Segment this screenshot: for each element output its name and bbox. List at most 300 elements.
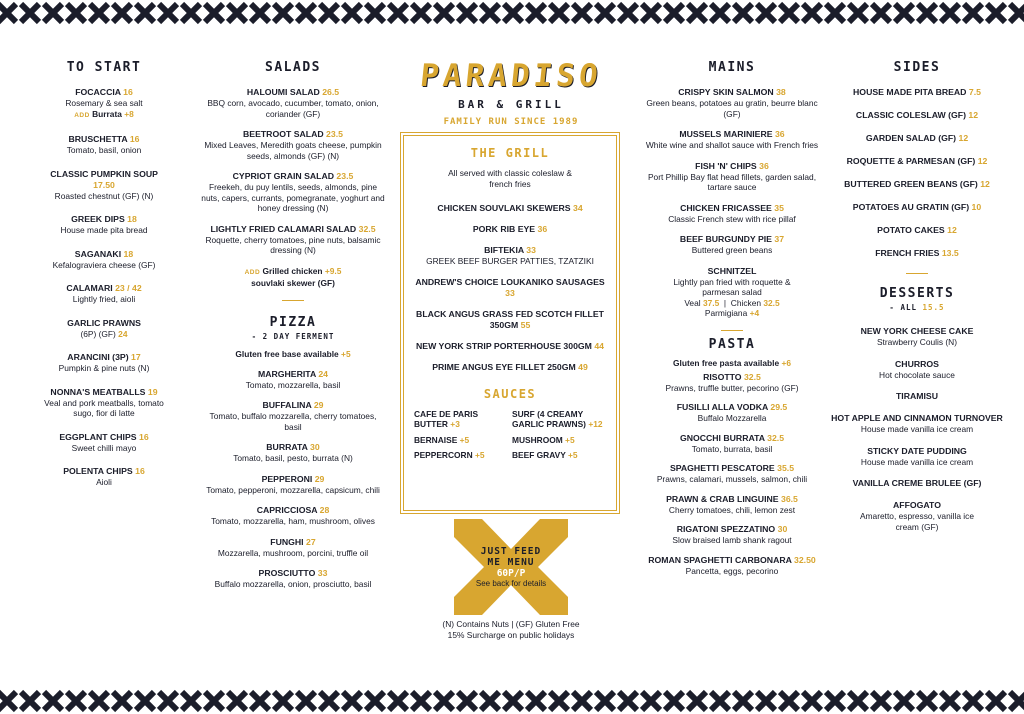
item-desc	[414, 256, 606, 267]
sides-list	[826, 87, 1008, 259]
start-item	[40, 352, 168, 374]
sauce-item	[414, 450, 508, 461]
x-mark	[665, 692, 683, 710]
schnitzel-item	[640, 266, 824, 319]
sauce-item	[512, 409, 606, 430]
item-desc	[200, 235, 386, 256]
main-item	[640, 203, 824, 225]
x-mark	[918, 4, 936, 22]
x-mark	[435, 4, 453, 22]
item-desc-text: Tomato, mozzarella, ham, mushroom, olives	[211, 516, 375, 526]
schnitzel-options	[640, 298, 824, 309]
x-mark	[596, 4, 614, 22]
item-price: 38	[776, 87, 786, 97]
item-desc	[40, 225, 168, 236]
item-price: 16	[138, 431, 149, 442]
item-title: FRENCH FRIES	[875, 248, 940, 258]
item-price: 10	[971, 202, 982, 212]
main-item	[640, 234, 824, 256]
item-title: GARDEN SALAD (GF)	[865, 133, 957, 143]
sauce-name: PEPPERCORN	[414, 450, 473, 460]
item-desc	[826, 457, 1008, 468]
since-line: FAMILY RUN SINCE 1989	[443, 117, 579, 127]
item-title: NEW YORK STRIP PORTERHOUSE 300GM	[416, 340, 592, 351]
sauce-name: MUSHROOM	[512, 434, 563, 445]
x-mark	[550, 4, 568, 22]
item-desc-text: Freekeh, du puy lentils, seeds, almonds, pine nuts, capers, currants, pomegranate, yoghurt and honey dressing (N)	[201, 182, 385, 213]
item-price: 29	[314, 473, 325, 484]
item-desc-text: Classic French stew with rice pillaf	[668, 213, 796, 224]
item-title: BEETROOT SALAD	[243, 129, 324, 139]
salad-item	[200, 224, 386, 256]
x-mark	[136, 4, 154, 22]
x-mark	[458, 4, 476, 22]
item-desc	[826, 370, 1008, 381]
to-start-title: TO START	[66, 60, 142, 75]
top-border-pattern	[0, 0, 1024, 26]
pizza-item	[200, 369, 386, 391]
item-title: CRISPY SKIN SALMON	[678, 87, 774, 97]
pizza-gf-text: Gluten free base available	[235, 348, 339, 359]
item-name	[640, 463, 824, 474]
pasta-item	[640, 524, 824, 546]
salads-list	[200, 87, 386, 256]
item-desc	[40, 329, 168, 340]
item-desc-text: Roasted chestnut (GF) (N)	[54, 190, 154, 201]
addon-tag: ADD	[74, 111, 90, 119]
item-price: 44	[594, 340, 604, 351]
to-start-column	[40, 60, 168, 501]
x-mark	[596, 692, 614, 710]
x-mark	[136, 692, 154, 710]
item-price: 30	[777, 524, 788, 534]
item-title: CLASSIC PUMPKIN SOUP	[50, 168, 158, 179]
item-title: CYPRIOT GRAIN SALAD	[232, 171, 334, 181]
side-item	[826, 225, 1008, 236]
item-name	[826, 413, 1008, 424]
item-title: GNOCCHI BURRATA	[679, 432, 765, 443]
item-name	[200, 224, 386, 235]
pasta-list	[640, 372, 824, 577]
x-pattern-top	[0, 0, 1024, 26]
addon-name: Grilled chicken	[262, 265, 323, 276]
item-desc	[200, 98, 386, 119]
sauce-price: +5	[459, 434, 470, 445]
item-title: BUFFALINA	[262, 400, 312, 410]
item-name	[414, 245, 606, 256]
item-title: SPAGHETTI PESCATORE	[669, 463, 775, 473]
sauce-item	[414, 409, 508, 430]
item-name	[826, 202, 1008, 213]
item-desc	[200, 182, 386, 214]
item-price: 16	[129, 134, 140, 144]
item-price: 16	[135, 466, 145, 476]
grill-item	[414, 245, 606, 267]
item-price: 35	[774, 202, 784, 213]
item-price: 30	[310, 442, 320, 452]
x-mark	[481, 692, 499, 710]
item-price: 36	[774, 129, 785, 139]
x-mark	[205, 4, 223, 22]
item-title: TIRAMISU	[896, 391, 938, 401]
item-title: CHICKEN FRICASSEE	[680, 202, 772, 213]
item-name	[40, 87, 168, 98]
x-mark	[688, 4, 706, 22]
item-price: 36	[759, 160, 769, 171]
x-mark	[642, 4, 660, 22]
item-desc	[640, 535, 824, 546]
pizza-gf-price: +5	[341, 348, 351, 359]
x-mark	[872, 692, 890, 710]
item-price: 18	[123, 248, 134, 259]
pizza-item	[200, 537, 386, 559]
item-name	[200, 442, 386, 453]
pasta-item	[640, 372, 824, 394]
x-mark	[826, 4, 844, 22]
item-name	[640, 524, 824, 535]
x-mark	[987, 692, 1005, 710]
x-mark	[228, 692, 246, 710]
x-mark	[113, 692, 131, 710]
feed-me-badge	[454, 519, 568, 615]
item-price: 7.5	[968, 87, 981, 97]
x-mark	[389, 4, 407, 22]
item-title: MARGHERITA	[257, 368, 316, 379]
addon-price: +8	[124, 108, 134, 119]
desserts-all-price	[826, 303, 1008, 312]
x-mark	[527, 692, 545, 710]
sauce-price: +5	[565, 434, 575, 445]
main-item	[640, 161, 824, 193]
x-mark	[435, 692, 453, 710]
pasta-item	[640, 494, 824, 516]
item-name	[826, 156, 1008, 167]
item-name	[40, 318, 168, 329]
x-mark	[320, 4, 338, 22]
pizza-title: PIZZA	[269, 314, 317, 330]
item-name	[640, 203, 824, 214]
item-desc-text: Strawberry Coulis (N)	[876, 337, 958, 347]
item-name	[640, 87, 824, 98]
item-title: BEEF BURGUNDY PIE	[679, 234, 772, 244]
x-mark	[0, 4, 16, 22]
x-mark	[389, 692, 407, 710]
start-item	[40, 169, 168, 202]
item-desc	[200, 579, 386, 590]
grill-item	[414, 203, 606, 214]
item-name	[826, 87, 1008, 98]
item-name	[200, 568, 386, 579]
item-desc-text: Sweet chilli mayo	[71, 442, 137, 453]
item-desc	[40, 260, 168, 271]
pasta-gf-price: +6	[781, 357, 792, 368]
center-column	[402, 58, 620, 640]
salads-pizza-column	[200, 60, 386, 600]
item-desc	[40, 443, 168, 454]
side-item	[826, 248, 1008, 259]
item-desc	[640, 140, 824, 151]
item-title: AFFOGATO	[893, 500, 941, 510]
item-price: 36	[537, 224, 548, 234]
item-name	[414, 341, 606, 352]
x-mark	[159, 4, 177, 22]
item-name	[640, 161, 824, 172]
item-name	[826, 446, 1008, 457]
salad-item	[200, 87, 386, 119]
x-mark	[251, 692, 269, 710]
item-title: FUSILLI ALLA VODKA	[676, 402, 768, 412]
salad-item	[200, 129, 386, 161]
pizza-list	[200, 369, 386, 590]
feed-me-text	[454, 546, 568, 588]
pizza-item	[200, 568, 386, 590]
item-title: GARLIC PRAWNS	[67, 317, 141, 328]
item-price: 23 / 42	[115, 283, 142, 293]
item-desc	[640, 98, 824, 119]
pizza-ferment: - 2 DAY FERMENT	[251, 331, 335, 341]
item-title: BUTTERED GREEN BEANS (GF)	[844, 179, 978, 189]
item-price: 23.5	[326, 129, 343, 139]
item-desc-text: Roquette, cherry tomatoes, pine nuts, balsamic dressing (N)	[205, 234, 381, 255]
sauce-price: +5	[568, 450, 578, 460]
item-price: 28	[319, 505, 330, 515]
item-name	[826, 359, 1008, 370]
bottom-border-pattern	[0, 688, 1024, 714]
item-desc-text: Cherry tomatoes, chili, lemon zest	[668, 504, 796, 515]
item-name	[640, 433, 824, 444]
item-name	[414, 277, 606, 299]
item-desc	[640, 245, 824, 256]
item-name	[826, 391, 1008, 402]
side-item	[826, 87, 1008, 98]
item-desc-text: Tomato, buffalo mozzarella, cherry tomatoes, basil	[209, 411, 377, 432]
x-mark	[849, 4, 867, 22]
item-name	[826, 248, 1008, 259]
item-name	[200, 400, 386, 411]
grill-box	[403, 135, 617, 511]
dessert-item	[826, 500, 1008, 532]
x-mark	[228, 4, 246, 22]
parmigiana-label: Parmigiana	[704, 308, 748, 318]
x-mark	[412, 4, 430, 22]
item-title: CLASSIC COLESLAW (GF)	[855, 110, 966, 120]
sauce-price: +3	[450, 419, 460, 429]
x-mark	[964, 692, 982, 710]
start-item	[40, 134, 168, 156]
dessert-item	[826, 413, 1008, 435]
pasta-item	[640, 555, 824, 577]
x-mark	[504, 692, 522, 710]
side-item	[826, 202, 1008, 213]
x-mark	[573, 692, 591, 710]
item-name	[40, 432, 168, 443]
item-title: MUSSELS MARINIERE	[679, 129, 773, 139]
item-desc-text: Tomato, basil, onion	[66, 145, 142, 155]
item-desc-text: Port Phillip Bay flat head fillets, garden salad, tartare sauce	[647, 171, 817, 192]
item-name	[826, 478, 1008, 489]
item-price: 24	[318, 368, 328, 379]
addon-tag: ADD	[244, 268, 261, 276]
item-price: 36.5	[780, 493, 798, 504]
item-price: 32.5	[743, 371, 761, 382]
veal-label: Veal	[684, 297, 701, 308]
legend	[402, 619, 620, 640]
item-title: FISH 'N' CHIPS	[695, 160, 757, 171]
sauce-price: +5	[474, 450, 485, 460]
item-name	[640, 402, 824, 413]
item-title: GREEK DIPS	[71, 214, 125, 224]
item-desc	[200, 380, 386, 391]
x-mark	[734, 4, 752, 22]
pizza-item	[200, 400, 386, 432]
grill-item	[414, 341, 606, 352]
x-mark	[1010, 692, 1024, 710]
item-name	[40, 214, 168, 225]
grill-item	[414, 362, 606, 373]
item-desc-text: (6P) (GF)	[80, 328, 116, 339]
x-mark	[90, 692, 108, 710]
item-price: 29.5	[770, 402, 788, 412]
item-title: NEW YORK CHEESE CAKE	[860, 326, 974, 336]
mains-title: MAINS	[708, 60, 756, 75]
start-item	[40, 87, 168, 121]
item-name	[640, 234, 824, 245]
pasta-item	[640, 463, 824, 485]
item-name	[200, 369, 386, 380]
x-mark	[964, 4, 982, 22]
item-name	[826, 225, 1008, 236]
salad-addon	[200, 266, 386, 289]
x-mark	[44, 4, 62, 22]
x-mark	[895, 692, 913, 710]
item-desc	[826, 337, 1008, 348]
item-desc	[826, 511, 1008, 532]
grill-title: THE GRILL	[470, 146, 550, 160]
item-title: BURRATA	[266, 442, 308, 452]
item-title: POTATOES AU GRATIN (GF)	[852, 202, 970, 212]
x-mark	[297, 692, 315, 710]
item-desc-text: Lightly fried, aioli	[72, 294, 136, 304]
dessert-item	[826, 326, 1008, 348]
item-desc-text: Amaretto, espresso, vanilla ice cream (GF)	[859, 511, 975, 532]
item-desc	[40, 191, 168, 202]
grill-intro: All served with classic coleslaw & french fries	[448, 168, 572, 189]
x-mark	[941, 4, 959, 22]
item-price: 33	[505, 287, 515, 298]
item-desc	[200, 453, 386, 464]
logo: PARADISO	[418, 58, 604, 94]
desserts-list	[826, 326, 1008, 532]
veal-price: 37.5	[702, 297, 720, 308]
x-mark	[0, 692, 16, 710]
item-name	[640, 494, 824, 505]
item-price: 23.5	[336, 171, 354, 181]
item-title: PRAWN & CRAB LINGUINE	[666, 493, 779, 504]
schnitzel-desc: Lightly pan fried with roquette & parmesan salad	[673, 276, 791, 297]
item-title: SAGANAKI	[74, 248, 122, 259]
item-price: 37	[774, 234, 785, 244]
sauce-item	[414, 435, 508, 446]
item-title: NONNA'S MEATBALLS	[50, 386, 146, 397]
x-mark	[458, 692, 476, 710]
pasta-title: PASTA	[708, 336, 756, 352]
item-title: ARANCINI (3P)	[67, 352, 129, 362]
sauces-right	[512, 409, 606, 466]
item-title: BRUSCHETTA	[68, 134, 128, 144]
start-item	[40, 387, 168, 419]
item-desc-text: Mozzarella, mushroom, porcini, truffle oil	[217, 547, 369, 558]
divider	[721, 330, 743, 331]
item-desc-text: Mixed Leaves, Meredith goats cheese, pumpkin seeds, almonds (GF) (N)	[204, 140, 382, 161]
item-title: STICKY DATE PUDDING	[867, 445, 967, 456]
sauce-item	[512, 435, 606, 446]
item-title: CHICKEN SOUVLAKI SKEWERS	[437, 203, 571, 213]
item-desc-text: Buffalo Mozzarella	[697, 413, 767, 423]
x-mark	[918, 692, 936, 710]
x-mark	[550, 692, 568, 710]
feed-me-title-2: ME MENU	[487, 557, 535, 568]
item-name	[826, 179, 1008, 190]
start-item	[40, 432, 168, 454]
item-desc-price: 24	[118, 328, 128, 339]
item-desc-text: Slow braised lamb shank ragout	[672, 535, 792, 545]
item-desc-text: Kefalograviera cheese (GF)	[52, 259, 156, 270]
dessert-item	[826, 478, 1008, 489]
item-price: 12	[977, 156, 988, 166]
item-title: PEPPERONI	[261, 473, 313, 484]
item-name	[40, 169, 168, 191]
pasta-gf-text: Gluten free pasta available	[672, 357, 780, 368]
item-name	[200, 129, 386, 140]
item-title: RIGATONI SPEZZATINO	[676, 524, 776, 534]
x-mark	[941, 692, 959, 710]
desserts-title: DESSERTS	[879, 286, 955, 301]
item-title: HOUSE MADE PITA BREAD	[853, 87, 967, 97]
item-desc	[200, 140, 386, 161]
item-desc	[640, 214, 824, 225]
item-title: ANDREW'S CHOICE LOUKANIKO SAUSAGES	[415, 276, 605, 287]
addon-name: Burrata	[92, 108, 122, 119]
item-desc-text: Tomato, basil, pesto, burrata (N)	[233, 453, 353, 463]
item-price: 16	[123, 87, 133, 97]
x-mark	[251, 4, 269, 22]
x-mark	[619, 692, 637, 710]
item-desc-text: White wine and shallot sauce with French fries	[645, 140, 819, 150]
item-desc	[40, 145, 168, 156]
chicken-price: 32.5	[763, 297, 780, 308]
item-desc-text: Prawns, calamari, mussels, salmon, chili	[656, 474, 808, 484]
mains-list	[640, 87, 824, 256]
item-price: 19	[147, 386, 158, 397]
item-name	[414, 309, 606, 331]
start-item	[40, 318, 168, 340]
item-desc	[640, 172, 824, 193]
item-price: 18	[127, 214, 137, 224]
item-title: HOT APPLE AND CINNAMON TURNOVER	[831, 413, 1003, 423]
main-item	[640, 87, 824, 119]
salads-title: SALADS	[265, 60, 321, 75]
item-desc	[826, 424, 1008, 435]
item-desc	[40, 294, 168, 305]
item-title: ROQUETTE & PARMESAN (GF)	[846, 156, 976, 166]
item-name	[414, 224, 606, 235]
x-mark	[688, 692, 706, 710]
item-title: BLACK ANGUS GRASS FED SCOTCH FILLET 350GM	[416, 308, 604, 330]
item-desc	[640, 444, 824, 455]
x-mark	[711, 4, 729, 22]
item-name	[200, 537, 386, 548]
item-addon	[40, 109, 168, 122]
